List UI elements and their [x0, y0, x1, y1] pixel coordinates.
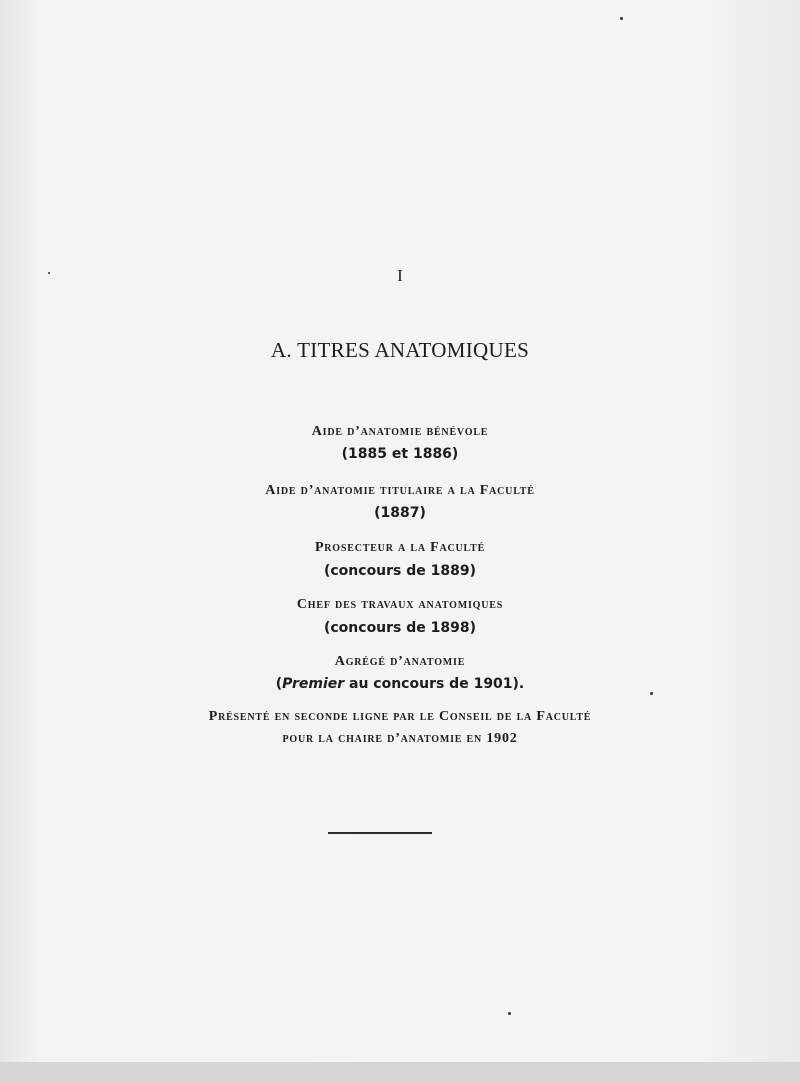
closing-line-1: Présenté en seconde ligne par le Conseil de la Faculté — [208, 709, 592, 724]
entry-label: Aide d’anatomie titulaire a la Faculté — [265, 483, 535, 498]
entry-label: Aide d’anatomie bénévole — [311, 424, 489, 439]
detail-italic: Premier — [282, 676, 345, 692]
scan-speck — [508, 1012, 511, 1015]
horizontal-rule — [328, 832, 432, 834]
scan-edge — [0, 1062, 800, 1081]
entry-label: Agrégé d’anatomie — [334, 654, 466, 669]
entry-label: Chef des travaux anatomiques — [296, 597, 504, 612]
detail-suffix: au concours de 1901). — [344, 676, 525, 692]
entry-detail — [0, 676, 800, 692]
detail-prefix: ( — [275, 676, 283, 692]
scan-speck — [650, 692, 653, 695]
entry-detail: (concours de 1898) — [323, 620, 477, 636]
section-number: I — [397, 266, 403, 285]
section-title: A. TITRES ANATOMIQUES — [270, 338, 530, 362]
entry-detail: (1887) — [374, 505, 426, 521]
entry-label: Prosecteur a la Faculté — [314, 540, 486, 555]
scan-speck — [48, 272, 50, 274]
entry-detail: (1885 et 1886) — [341, 446, 459, 462]
entry-detail: (concours de 1889) — [323, 563, 477, 579]
closing-line-2: pour la chaire d’anatomie en 1902 — [282, 731, 518, 746]
scan-speck — [620, 17, 623, 20]
